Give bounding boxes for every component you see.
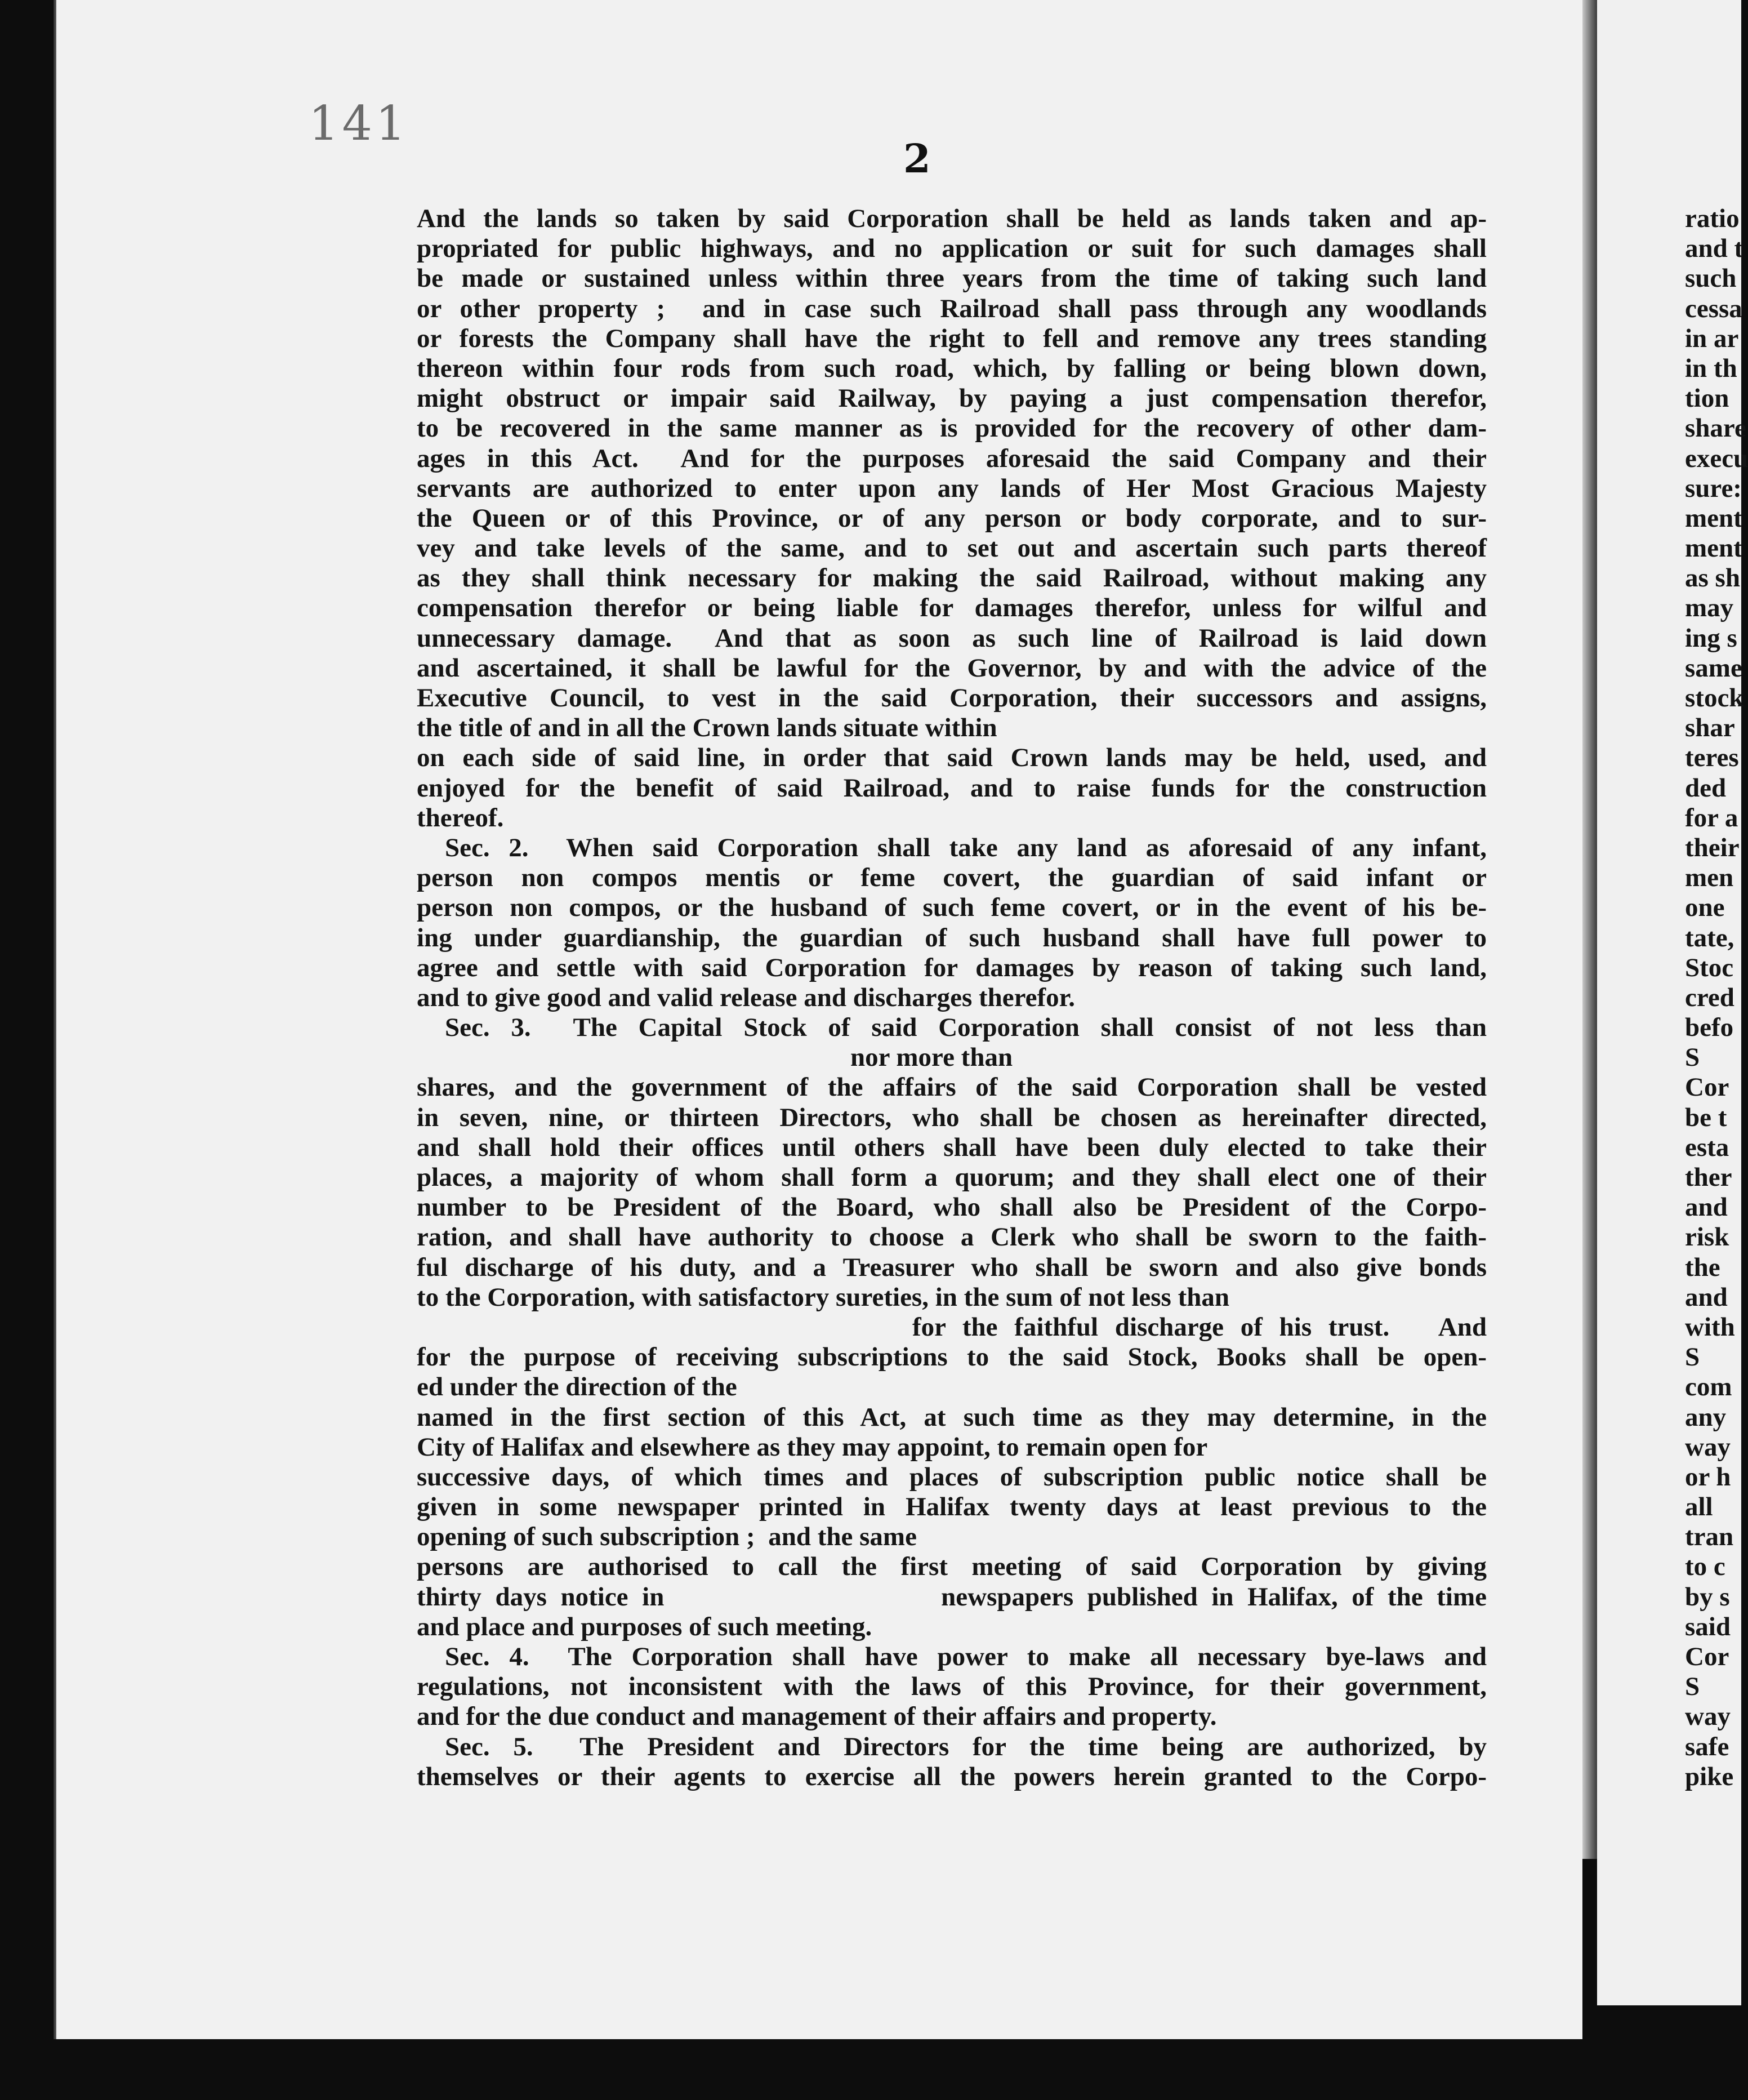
facing-page-fragment: and xyxy=(1685,1193,1728,1222)
facing-page-fragment: Stoc xyxy=(1685,953,1734,982)
facing-page-fragment: said xyxy=(1685,1612,1731,1641)
text-line: opening of such subscription ; and the same xyxy=(417,1522,917,1552)
facing-page-fragment: and xyxy=(1685,1282,1728,1312)
facing-page-fragment: may xyxy=(1685,593,1734,623)
text-line: the title of and in all the Crown lands situate within xyxy=(417,713,997,743)
text-line: and for the due conduct and management of their affairs and property. xyxy=(417,1702,1217,1732)
text-line: and shall hold their offices until others shall have been duly elected to take their xyxy=(417,1132,1487,1162)
text-line: number to be President of the Board, who shall also be President of the Corpo- xyxy=(417,1193,1487,1222)
facing-page-fragment: way xyxy=(1685,1702,1731,1732)
facing-page-fragment: same xyxy=(1685,653,1742,683)
facing-page-fragment: tion xyxy=(1685,384,1729,413)
facing-page-fragment: the xyxy=(1685,1252,1720,1282)
text-line: compensation therefor or being liable for damages therefor, unless for wilful and xyxy=(417,593,1487,623)
text-line: and to give good and valid release and discharges therefor. xyxy=(417,982,1075,1012)
text-line: and ascertained, it shall be lawful for the Governor, by and with the advice of the xyxy=(417,653,1487,683)
facing-page-fragment: tate, xyxy=(1685,923,1734,953)
text-line: persons are authorised to call the first meeting of said Corporation by giving xyxy=(417,1552,1487,1582)
facing-page-fragment: for a xyxy=(1685,803,1738,833)
facing-page-fragment: ther xyxy=(1685,1163,1732,1192)
text-line: Sec. 3. The Capital Stock of said Corporation shall consist of not less than xyxy=(445,1013,1487,1043)
facing-page-fragment: S xyxy=(1685,1672,1700,1702)
text-line: thirty days notice in newspapers published in Halifax, of the time xyxy=(417,1582,1487,1612)
text-line: Sec. 5. The President and Directors for the time being are authorized, by xyxy=(445,1732,1487,1761)
facing-page-fragment: any xyxy=(1685,1402,1727,1432)
text-line: unnecessary damage. And that as soon as such line of Railroad is laid down xyxy=(417,623,1487,653)
text-line: regulations, not inconsistent with the laws of this Province, for their government, xyxy=(417,1672,1487,1702)
facing-page-fragment: be t xyxy=(1685,1102,1727,1132)
facing-page-fragment: safe xyxy=(1685,1732,1729,1761)
facing-page-fragment: in ar xyxy=(1685,323,1739,353)
page-number: 141 xyxy=(309,96,409,151)
facing-page-fragment: com xyxy=(1685,1372,1732,1402)
text-line: themselves or their agents to exercise all the powers herein granted to the Corpo- xyxy=(417,1761,1487,1791)
facing-page-fragment: esta xyxy=(1685,1132,1729,1162)
text-line: be made or sustained unless within three years from the time of taking such land xyxy=(417,264,1487,293)
facing-page-fragment: stock xyxy=(1685,683,1744,713)
facing-page-fragment: as sh xyxy=(1685,563,1740,593)
text-line: and place and purposes of such meeting. xyxy=(417,1612,872,1641)
signature-mark: 2 xyxy=(903,135,931,182)
facing-page-fragment: one xyxy=(1685,893,1725,923)
document-body xyxy=(417,204,1487,1792)
facing-page-fragment: Cor xyxy=(1685,1642,1729,1671)
text-line: for the purpose of receiving subscriptions to the said Stock, Books shall be open- xyxy=(417,1342,1487,1372)
text-line: enjoyed for the benefit of said Railroad, and to raise funds for the construction xyxy=(417,773,1487,803)
text-line: on each side of said line, in order that said Crown lands may be held, used, and xyxy=(417,743,1487,773)
text-line: And the lands so taken by said Corporation shall be held as lands taken and ap- xyxy=(417,204,1487,233)
text-line: might obstruct or impair said Railway, by paying a just compensation therefor, xyxy=(417,384,1487,413)
text-line: to the Corporation, with satisfactory sureties, in the sum of not less than xyxy=(417,1282,1230,1312)
facing-page-fragment: to c xyxy=(1685,1552,1725,1582)
facing-page-fragment: cred xyxy=(1685,982,1734,1012)
text-line: named in the first section of this Act, at such time as they may determine, in the xyxy=(417,1402,1487,1432)
text-line: agree and settle with said Corporation for damages by reason of taking such land, xyxy=(417,953,1487,982)
text-line: or forests the Company shall have the right to fell and remove any trees standing xyxy=(417,323,1487,353)
facing-page-fragment: by s xyxy=(1685,1582,1730,1612)
facing-page-fragment: ing s xyxy=(1685,623,1737,653)
facing-page-fragment: cessa xyxy=(1685,293,1742,323)
facing-page-fragment: men xyxy=(1685,863,1734,893)
text-line: in seven, nine, or thirteen Directors, who shall be chosen as hereinafter directed, xyxy=(417,1102,1487,1132)
text-line: as they shall think necessary for making the said Railroad, without making any xyxy=(417,563,1487,593)
facing-page-fragment: befo xyxy=(1685,1013,1734,1043)
facing-page-fragment: execu xyxy=(1685,443,1748,473)
facing-page-fragment: ratio xyxy=(1685,204,1740,233)
facing-page-fragment: share xyxy=(1685,413,1746,443)
text-line: given in some newspaper printed in Halifax twenty days at least previous to the xyxy=(417,1492,1487,1522)
text-line: ing under guardianship, the guardian of such husband shall have full power to xyxy=(417,923,1487,953)
text-line: ages in this Act. And for the purposes aforesaid the said Company and their xyxy=(417,443,1487,473)
text-line: shares, and the government of the affairs of the said Corporation shall be vested xyxy=(417,1073,1487,1102)
text-line: successive days, of which times and places of subscription public notice shall be xyxy=(417,1462,1487,1492)
text-line: person non compos mentis or feme covert, the guardian of said infant or xyxy=(417,863,1487,893)
facing-page-fragment: ment xyxy=(1685,533,1742,563)
text-line: Sec. 4. The Corporation shall have power to make all necessary bye-laws and xyxy=(445,1642,1487,1671)
text-line: nor more than xyxy=(850,1043,1013,1073)
facing-page-fragment: risk xyxy=(1685,1222,1729,1252)
facing-page-fragment: or h xyxy=(1685,1462,1731,1492)
facing-page-fragment: sure: xyxy=(1685,473,1742,503)
facing-page-fragment: S xyxy=(1685,1342,1700,1372)
text-line: Executive Council, to vest in the said Corporation, their successors and assigns, xyxy=(417,683,1487,713)
text-line: City of Halifax and elsewhere as they may appoint, to remain open for xyxy=(417,1432,1208,1462)
facing-page-fragment: teres xyxy=(1685,743,1739,773)
text-line: to be recovered in the same manner as is provided for the recovery of other dam- xyxy=(417,413,1487,443)
text-line: or other property ; and in case such Railroad shall pass through any woodlands xyxy=(417,293,1487,323)
facing-page-fragment: pike xyxy=(1685,1761,1734,1791)
facing-page-fragment: S xyxy=(1685,1043,1700,1073)
text-line: thereon within four rods from such road, which, by falling or being blown down, xyxy=(417,353,1487,383)
text-line: servants are authorized to enter upon any lands of Her Most Gracious Majesty xyxy=(417,473,1487,503)
facing-page-fragment: with xyxy=(1685,1312,1735,1342)
facing-page-fragment: in th xyxy=(1685,353,1737,383)
text-line: ed under the direction of the xyxy=(417,1372,737,1402)
text-line: vey and take levels of the same, and to set out and ascertain such parts thereof xyxy=(417,533,1487,563)
facing-page-fragment: shar xyxy=(1685,713,1735,743)
facing-page-fragment: all xyxy=(1685,1492,1713,1522)
text-line: propriated for public highways, and no application or suit for such damages shall xyxy=(417,234,1487,264)
facing-page-fragment: tran xyxy=(1685,1522,1734,1552)
book-gutter xyxy=(1582,0,1597,1859)
text-line: person non compos, or the husband of such feme covert, or in the event of his be- xyxy=(417,893,1487,923)
text-line: ration, and shall have authority to choose a Clerk who shall be sworn to the faith- xyxy=(417,1222,1487,1252)
facing-page-fragment: ment xyxy=(1685,503,1742,533)
text-line: Sec. 2. When said Corporation shall take any land as aforesaid of any infant, xyxy=(445,833,1487,862)
facing-page-fragment: ded xyxy=(1685,773,1727,803)
facing-page-fragment: way xyxy=(1685,1432,1731,1462)
facing-page-fragment: such xyxy=(1685,264,1737,293)
facing-page-fragment: their xyxy=(1685,833,1740,862)
text-line: for the faithful discharge of his trust. And xyxy=(912,1312,1487,1342)
text-line: the Queen or of this Province, or of any person or body corporate, and to sur- xyxy=(417,503,1487,533)
facing-page-text xyxy=(1685,204,1748,1792)
text-line: places, a majority of whom shall form a quorum; and they shall elect one of their xyxy=(417,1163,1487,1192)
facing-page-fragment: and t xyxy=(1685,234,1743,264)
facing-page-fragment: Cor xyxy=(1685,1073,1729,1102)
text-line: thereof. xyxy=(417,803,504,833)
text-line: ful discharge of his duty, and a Treasurer who shall be sworn and also give bonds xyxy=(417,1252,1487,1282)
